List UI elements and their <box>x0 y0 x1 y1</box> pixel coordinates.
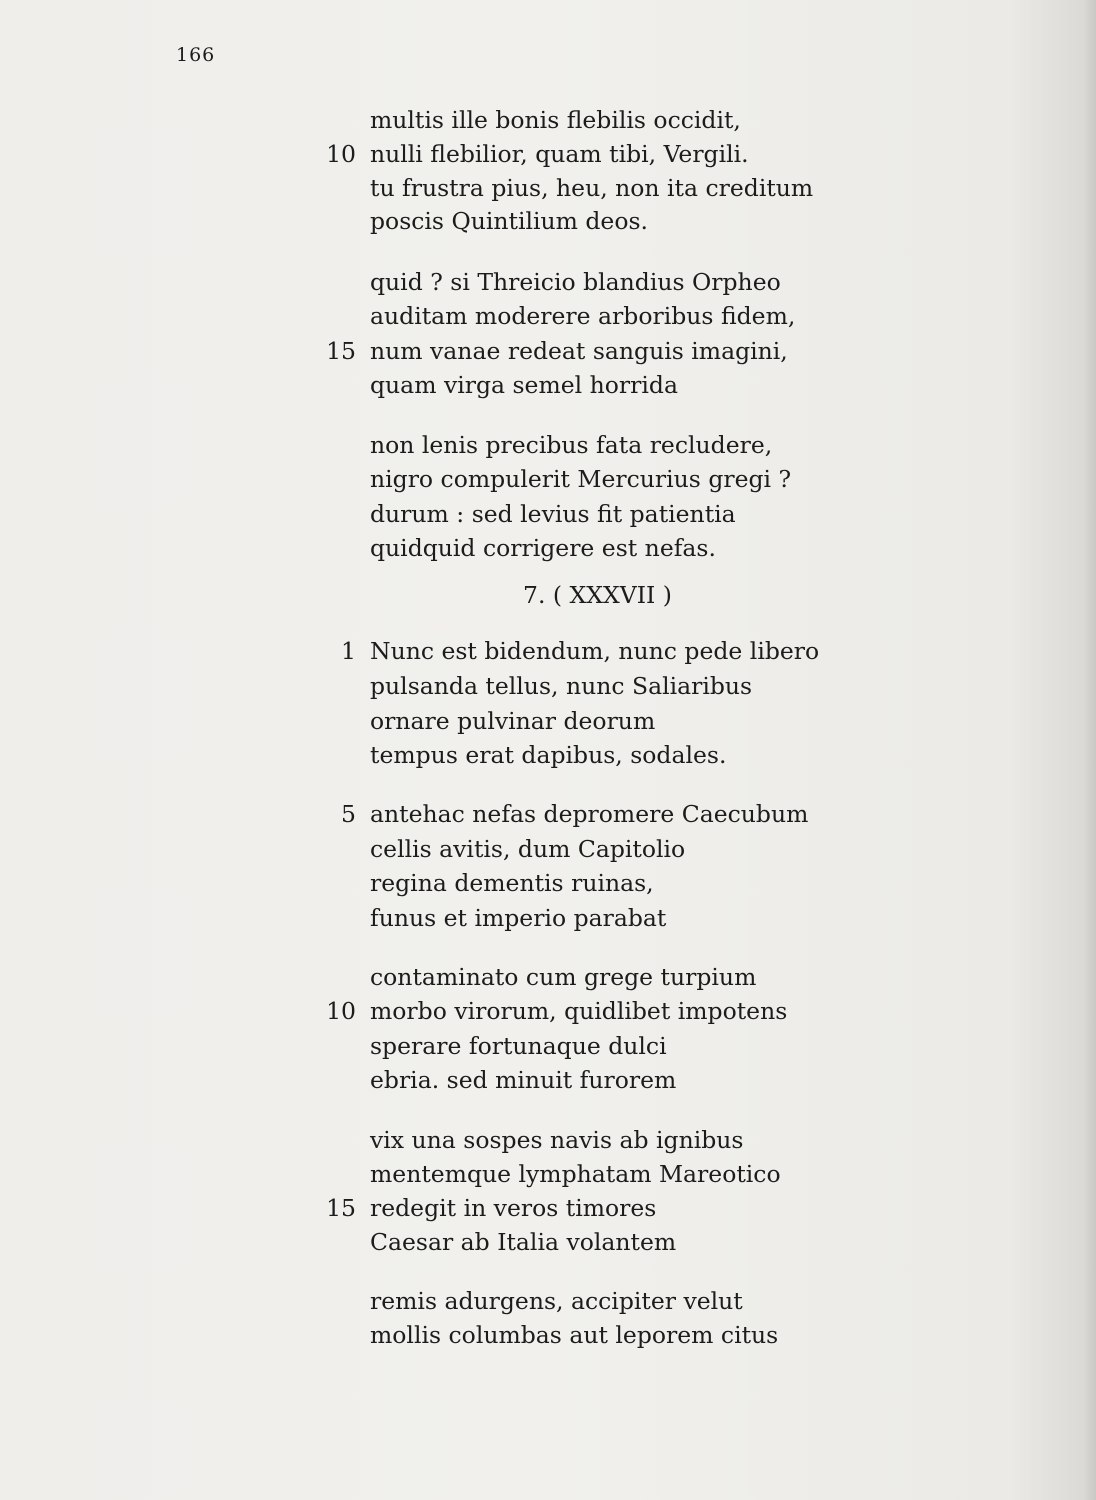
verse-text: remis adurgens, accipiter velut <box>370 1287 743 1315</box>
line-number: 10 <box>326 997 356 1025</box>
verse-text: multis ille bonis flebilis occidit, <box>370 106 741 134</box>
verse-line <box>0 462 1096 496</box>
verse-text: cellis avitis, dum Capitolio <box>370 835 686 863</box>
verse-line <box>0 669 1096 703</box>
verse-text: quam virga semel horrida <box>370 371 678 399</box>
line-number: 10 <box>326 140 356 168</box>
line-number: 15 <box>326 1194 356 1222</box>
verse-line <box>0 901 1096 935</box>
verse-text: Caesar ab Italia volantem <box>370 1228 677 1256</box>
verse-text: Nunc est bidendum, nunc pede libero <box>370 637 820 665</box>
verse-text: poscis Quintilium deos. <box>370 207 649 235</box>
verse-text: contaminato cum grege turpium <box>370 963 757 991</box>
verse-text: quidquid corrigere est nefas. <box>370 534 716 562</box>
verse-line <box>0 531 1096 565</box>
verse-line <box>0 1157 1096 1191</box>
verse-text: vix una sospes navis ab ignibus <box>370 1126 744 1154</box>
verse-line <box>0 1123 1096 1157</box>
verse-line <box>0 1191 1096 1225</box>
verse-text: quid ? si Threicio blandius Orpheo <box>370 268 781 296</box>
verse-line <box>0 1318 1096 1352</box>
verse-text: redegit in veros timores <box>370 1194 657 1222</box>
verse-line <box>0 171 1096 205</box>
verse-text: tu frustra pius, heu, non ita creditum <box>370 174 814 202</box>
verse-line <box>0 994 1096 1028</box>
verse-text: non lenis precibus fata recludere, <box>370 431 773 459</box>
verse-line <box>0 704 1096 738</box>
verse-text: auditam moderere arboribus fidem, <box>370 302 796 330</box>
verse-line <box>0 497 1096 531</box>
verse-text: ebria. sed minuit furorem <box>370 1066 677 1094</box>
verse-line <box>0 103 1096 137</box>
verse-line <box>0 866 1096 900</box>
verse-text: mentemque lymphatam Mareotico <box>370 1160 781 1188</box>
verse-text: nulli flebilior, quam tibi, Vergili. <box>370 140 749 168</box>
verse-text: mollis columbas aut leporem citus <box>370 1321 779 1349</box>
verse-line <box>0 797 1096 831</box>
verse-text: morbo virorum, quidlibet impotens <box>370 997 788 1025</box>
verse-text: funus et imperio parabat <box>370 904 667 932</box>
verse-line <box>0 1029 1096 1063</box>
page-number: 166 <box>176 44 216 66</box>
verse-text: durum : sed levius fit patientia <box>370 500 736 528</box>
verse-text: sperare fortunaque dulci <box>370 1032 667 1060</box>
line-number: 1 <box>341 637 356 665</box>
verse-line <box>0 299 1096 333</box>
verse-line <box>0 832 1096 866</box>
verse-text: tempus erat dapibus, sodales. <box>370 741 727 769</box>
verse-line <box>0 738 1096 772</box>
verse-line <box>0 265 1096 299</box>
verse-line <box>0 368 1096 402</box>
verse-line <box>0 960 1096 994</box>
verse-line <box>0 204 1096 238</box>
poem-heading-text: 7. ( XXXVII ) <box>523 581 672 609</box>
line-number: 5 <box>341 800 356 828</box>
verse-line <box>0 1225 1096 1259</box>
verse-text: ornare pulvinar deorum <box>370 707 656 735</box>
verse-line <box>0 137 1096 171</box>
verse-line <box>0 1284 1096 1318</box>
verse-line <box>0 1063 1096 1097</box>
verse-line <box>0 428 1096 462</box>
verse-line <box>0 634 1096 668</box>
verse-text: regina dementis ruinas, <box>370 869 654 897</box>
verse-text: num vanae redeat sanguis imagini, <box>370 337 788 365</box>
verse-line <box>0 334 1096 368</box>
verse-text: nigro compulerit Mercurius gregi ? <box>370 465 792 493</box>
line-number: 15 <box>326 337 356 365</box>
verse-text: pulsanda tellus, nunc Saliaribus <box>370 672 753 700</box>
verse-text: antehac nefas depromere Caecubum <box>370 800 809 828</box>
poem-heading <box>0 578 1096 612</box>
